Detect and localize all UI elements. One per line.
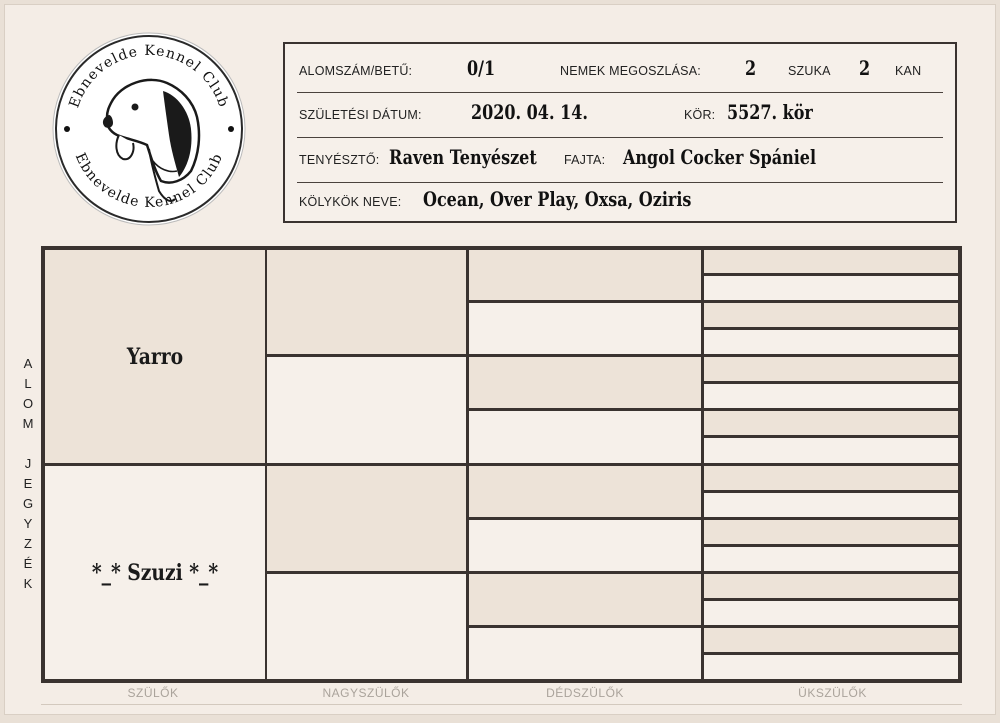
side-letter: L	[24, 376, 32, 391]
side-letter: G	[22, 496, 34, 511]
grandparent-cell	[265, 572, 468, 681]
round-value: 5527. kör	[727, 100, 813, 124]
great-great-grandparent-cell	[702, 274, 960, 302]
great-great-grandparent-cell	[702, 572, 960, 600]
side-letter: K	[23, 576, 33, 591]
birth-row	[297, 92, 943, 138]
dam-name: *_* Szuzi *_*	[91, 559, 219, 586]
footer-great-great-grandparents: ÜKSZÜLŐK	[798, 686, 867, 700]
footer-parents: SZÜLŐK	[127, 686, 179, 700]
male-label: KAN	[895, 64, 922, 78]
side-letter: A	[23, 356, 33, 371]
side-title	[19, 354, 37, 594]
great-great-grandparent-cell	[702, 518, 960, 546]
great-great-grandparent-cell	[702, 328, 960, 356]
side-letter	[19, 434, 37, 454]
footer-grandparents: NAGYSZÜLŐK	[322, 686, 410, 700]
puppies-value: Ocean, Over Play, Oxsa, Oziris	[423, 187, 692, 211]
dam-cell	[43, 464, 267, 681]
breeder-row	[297, 137, 943, 183]
great-grandparent-cell	[467, 301, 703, 356]
great-grandparent-cell	[467, 409, 703, 464]
great-great-grandparent-cell	[702, 464, 960, 492]
logo-top-text: Ebnevelde Kennel Club	[66, 42, 232, 111]
footer-great-grandparents: DÉDSZÜLŐK	[546, 686, 624, 700]
sex-label: NEMEK MEGOSZLÁSA:	[560, 64, 701, 78]
great-great-grandparent-cell	[702, 436, 960, 464]
side-letter: O	[22, 396, 34, 411]
breed-value: Angol Cocker Spániel	[623, 145, 817, 169]
side-letter: E	[23, 476, 33, 491]
side-letter: Z	[24, 536, 32, 551]
female-label: SZUKA	[788, 64, 831, 78]
great-grandparent-cell	[467, 572, 703, 627]
litter-label: ALOMSZÁM/BETŰ:	[299, 64, 413, 78]
breeder-value: Raven Tenyészet	[389, 145, 537, 169]
great-great-grandparent-cell	[702, 626, 960, 654]
puppies-label: KÖLYKÖK NEVE:	[299, 195, 402, 209]
breeder-label: TENYÉSZTŐ:	[299, 153, 380, 167]
great-great-grandparent-cell	[702, 382, 960, 410]
footer-line	[41, 704, 962, 705]
great-great-grandparent-cell	[702, 248, 960, 275]
great-grandparent-cell	[467, 626, 703, 681]
male-count: 2	[859, 56, 871, 80]
great-great-grandparent-cell	[702, 355, 960, 383]
great-great-grandparent-cell	[702, 491, 960, 519]
great-great-grandparent-cell	[702, 545, 960, 573]
logo-bottom-text: Ebnevelde Kennel Club	[71, 150, 227, 212]
birth-label: SZÜLETÉSI DÁTUM:	[299, 108, 422, 122]
great-grandparent-cell	[467, 464, 703, 519]
pedigree-grid	[41, 246, 962, 683]
puppies-row	[297, 182, 943, 227]
litter-value: 0/1	[467, 56, 496, 80]
breed-label: FAJTA:	[564, 153, 606, 167]
grandparent-cell	[265, 248, 468, 356]
litter-info-box	[283, 42, 957, 223]
female-count: 2	[745, 56, 757, 80]
great-grandparent-cell	[467, 248, 703, 302]
great-great-grandparent-cell	[702, 653, 960, 681]
great-great-grandparent-cell	[702, 599, 960, 627]
great-great-grandparent-cell	[702, 301, 960, 329]
birth-value: 2020. 04. 14.	[471, 100, 588, 124]
sire-cell	[43, 248, 267, 465]
side-letter: É	[23, 556, 33, 571]
round-label: KÖR:	[684, 108, 716, 122]
litter-row	[297, 47, 943, 93]
kennel-club-logo	[51, 31, 247, 227]
great-great-grandparent-cell	[702, 409, 960, 437]
grandparent-cell	[265, 464, 468, 573]
side-letter: J	[24, 456, 32, 471]
great-grandparent-cell	[467, 355, 703, 410]
grandparent-cell	[265, 355, 468, 464]
great-grandparent-cell	[467, 518, 703, 573]
side-letter: M	[22, 416, 34, 431]
side-letter: Y	[23, 516, 33, 531]
pedigree-certificate	[4, 4, 996, 715]
sire-name: Yarro	[126, 343, 184, 370]
